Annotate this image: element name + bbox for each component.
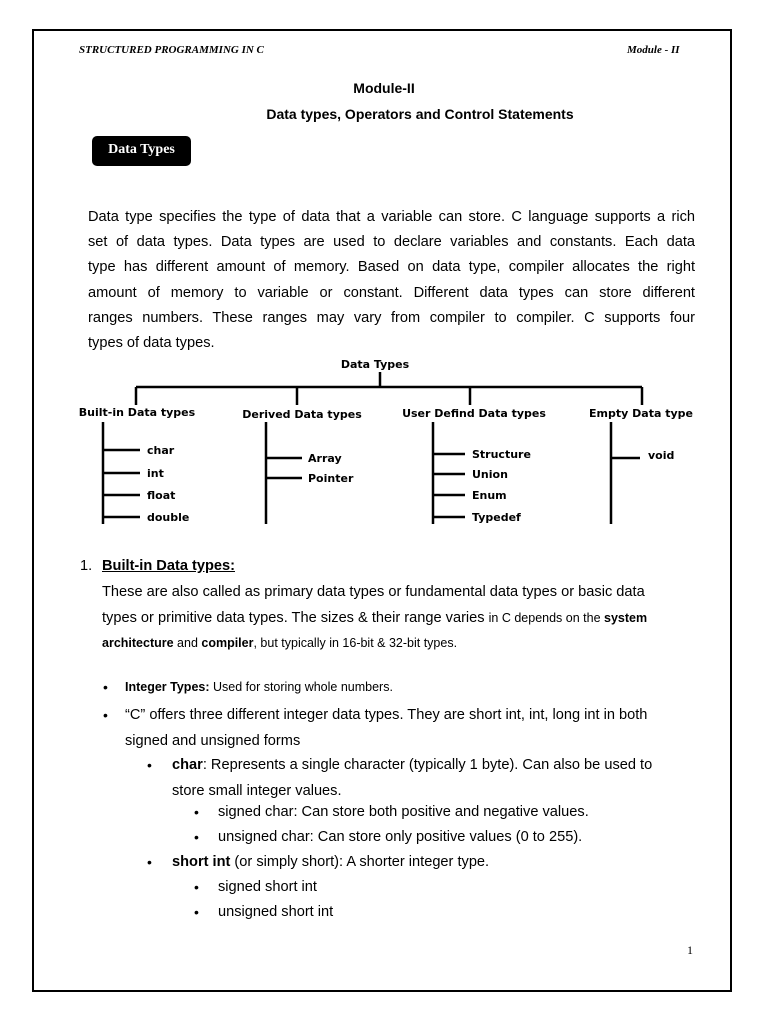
bullet-text: “C” offers three different integer data types. They are short int, int, long int in both (125, 707, 648, 723)
bullet-dot: • (194, 904, 199, 920)
bullet-text: signed short int (218, 879, 317, 895)
paragraph-line (102, 631, 696, 657)
section-title: Built-in Data types: (102, 558, 235, 574)
bullet-item-short-int (147, 854, 490, 870)
bullet-text: signed and unsigned forms (125, 732, 301, 749)
paragraph-bold-text: compiler (201, 636, 254, 650)
module-subtitle: Data types, Operators and Control Statements (266, 106, 574, 122)
diagram-category-label: Empty Data type (589, 407, 693, 420)
bullet-label: short int (172, 854, 231, 870)
data-types-badge: Data Types (92, 136, 191, 166)
bullet-label: char (172, 757, 203, 773)
bullet-item-unsigned-char (194, 829, 583, 845)
intro-paragraph (88, 205, 695, 356)
diagram-leaf-label: Typedef (472, 511, 521, 524)
intro-line: type has different amount of memory. Based on data type, compiler allocates the right (88, 259, 695, 276)
bullet-dot: • (194, 879, 199, 895)
bullet-dot: • (147, 757, 152, 773)
bullet-item-unsigned-short (194, 904, 334, 920)
section-heading (80, 558, 235, 574)
diagram-category-label: Derived Data types (242, 408, 362, 421)
diagram-leaf-label: Enum (472, 489, 507, 502)
bullet-text: unsigned short int (218, 904, 334, 920)
paragraph-line: These are also called as primary data types or fundamental data types or basic data (102, 584, 645, 600)
bullet-text: signed char: Can store both positive and negative values. (218, 804, 589, 820)
bullet-label: Integer Types: (125, 680, 210, 694)
bullet-dot: • (147, 854, 152, 870)
intro-line: set of data types. Data types are used to declare variables and constants. Each data (88, 234, 695, 251)
running-header-right: Module - II (627, 44, 680, 56)
diagram-leaf-label: void (648, 449, 675, 462)
paragraph-bold-text: system (604, 610, 648, 625)
diagram-leaf-label: double (147, 511, 190, 524)
intro-line: Data type specifies the type of data that a variable can store. C language supports a rich (88, 209, 695, 225)
bullet-text: unsigned char: Can store only positive values (0 to 255). (218, 829, 583, 845)
bullet-item-signed-char (194, 804, 589, 820)
intro-line: amount of memory to variable or constant. Different data types can store different (88, 284, 695, 301)
paragraph-text: in C depends on the (488, 610, 605, 625)
paragraph-line (102, 606, 696, 632)
diagram-category-label: Built-in Data types (78, 406, 196, 419)
section-paragraph (102, 580, 696, 657)
section-number: 1. (80, 558, 93, 574)
bullet-dot: • (103, 679, 108, 695)
module-title: Module-II (353, 80, 415, 96)
diagram-leaf-label: Pointer (308, 472, 354, 485)
paragraph-text: , but typically in 16-bit & 32-bit types. (253, 636, 458, 650)
bullet-text: (or simply short): A shorter integer type. (230, 854, 490, 870)
running-header-left: STRUCTURED PROGRAMMING IN C (79, 44, 264, 56)
bullet-item-integer-forms (103, 703, 648, 754)
diagram-leaf-label: Array (308, 452, 342, 465)
bullet-text: store small integer values. (172, 782, 342, 799)
data-types-diagram (75, 352, 700, 532)
bullet-item-char (147, 753, 653, 804)
paragraph-bold-text: architecture (102, 636, 174, 650)
paragraph-text: and (173, 636, 202, 650)
diagram-leaf-label: Union (472, 468, 508, 481)
paragraph-text: types or primitive data types. The sizes & their range varies (102, 609, 489, 626)
bullet-dot: • (194, 804, 199, 820)
diagram-category-label: User Defind Data types (402, 407, 546, 420)
bullet-dot: • (194, 829, 199, 845)
diagram-leaf-label: int (147, 467, 164, 480)
diagram-root-label: Data Types (340, 358, 410, 371)
bullet-item-signed-short (194, 879, 317, 895)
intro-line: types of data types. (88, 335, 215, 352)
intro-line: ranges numbers. These ranges may vary from compiler to compiler. C supports four (88, 309, 695, 326)
bullet-dot: • (103, 707, 108, 723)
diagram-leaf-label: Structure (472, 448, 531, 461)
page-number: 1 (687, 943, 693, 957)
diagram-leaf-label: float (147, 489, 176, 502)
bullet-text: : Represents a single character (typically 1 byte). Can also be used to (202, 757, 653, 773)
bullet-item-integer-types (103, 679, 393, 695)
diagram-leaf-label: char (147, 444, 175, 457)
bullet-text: Used for storing whole numbers. (209, 680, 393, 694)
